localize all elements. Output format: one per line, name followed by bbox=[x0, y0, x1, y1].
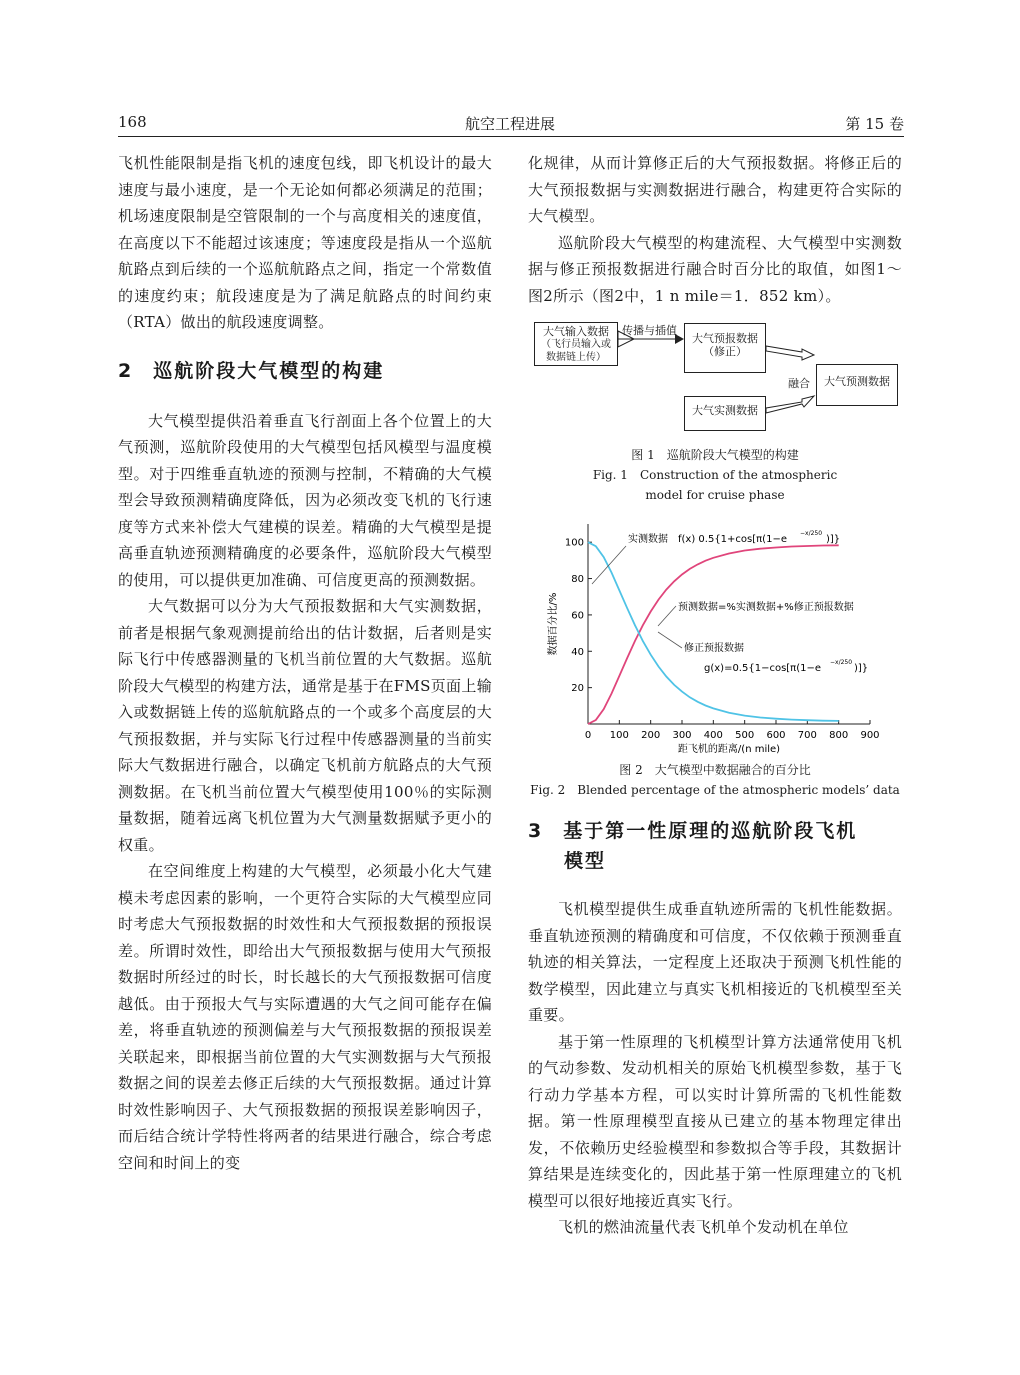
series-line-measured bbox=[588, 545, 839, 724]
annotation-measured-exponent: −x/250 bbox=[800, 530, 823, 537]
box-atmo-input-line1: 大气输入数据 bbox=[543, 325, 609, 338]
box-atmo-input-line3: 数据链上传） bbox=[546, 352, 606, 363]
section-2-title: 巡航阶段大气模型的构建 bbox=[153, 359, 385, 382]
arrow-label-propagation: 传播与插值 bbox=[622, 324, 677, 337]
box-prediction: 大气预测数据 bbox=[816, 364, 898, 406]
annotation-blend-label: 预测数据=%实测数据+%修正预报数据 bbox=[678, 602, 854, 613]
right-paragraph-5: 飞机的燃油流量代表飞机单个发动机在单位 bbox=[558, 1218, 849, 1236]
arrow-measured-to-pred bbox=[766, 396, 814, 413]
figure-1-caption-en-1: Fig. 1 Construction of the atmospheric bbox=[592, 468, 838, 482]
page-number: 168 bbox=[118, 113, 147, 131]
figure-2-caption bbox=[528, 760, 902, 800]
leader-blend bbox=[658, 606, 676, 626]
annotation-measured-formula: f(x) 0.5{1+cos[π(1−e bbox=[678, 534, 787, 545]
x-tick-label: 200 bbox=[641, 730, 661, 741]
section-2-heading bbox=[118, 356, 492, 386]
x-tick-label: 100 bbox=[609, 730, 629, 741]
right-column-bottom bbox=[528, 816, 902, 1241]
figure-1-caption-cn: 图 1 巡航阶段大气模型的构建 bbox=[631, 448, 799, 462]
left-column bbox=[118, 150, 492, 1176]
y-tick-label: 60 bbox=[571, 610, 584, 622]
x-tick-label: 500 bbox=[735, 730, 755, 741]
x-tick-label: 700 bbox=[797, 730, 817, 741]
annotation-forecast-formula-end: )]} bbox=[854, 663, 869, 674]
chart-series bbox=[588, 542, 839, 724]
figure-2-caption-cn: 图 2 大气模型中数据融合的百分比 bbox=[619, 763, 811, 777]
figure-1-diagram bbox=[532, 318, 902, 440]
leader-measured bbox=[592, 546, 626, 584]
section-3-number: 3 bbox=[528, 820, 544, 842]
x-tick-label: 400 bbox=[703, 730, 723, 741]
x-tick-label: 800 bbox=[829, 730, 849, 741]
right-paragraph-2: 巡航阶段大气模型的构建流程、大气模型中实测数据与修正预报数据进行融合时百分比的取值，如图1～图2所示（图2中，1 n mile＝1．852 km）。 bbox=[528, 233, 902, 305]
annotation-measured-label: 实测数据 bbox=[628, 534, 668, 545]
figure-1-caption-en-2: model for cruise phase bbox=[645, 488, 785, 502]
leader-forecast bbox=[658, 632, 682, 648]
x-tick-label: 600 bbox=[766, 730, 786, 741]
annotation-forecast-exponent: −x/250 bbox=[830, 659, 853, 666]
figure-2-chart bbox=[530, 516, 902, 762]
x-tick-label: 0 bbox=[584, 730, 592, 741]
box-forecast bbox=[684, 323, 766, 373]
figure-2-caption-en: Fig. 2 Blended percentage of the atmospheric models’ data bbox=[530, 783, 900, 797]
right-column-top bbox=[528, 150, 902, 309]
y-tick-label: 20 bbox=[571, 683, 584, 695]
x-tick-label: 300 bbox=[672, 730, 692, 741]
left-paragraph-4: 在空间维度上构建的大气模型，必须最小化大气建模未考虑因素的影响，一个更符合实际的大气模型应同时考虑大气预报数据的时效性和大气预报数据的预报误差。所谓时效性，即给出大气预报数据与使用大气预报数据时所经过的时长，时长越长的大气预报数据可信度越低。由于预报大气与实际遭遇的大气之间可能存在偏差，将垂直轨迹的预测偏差与大气预报数据的预报误差关联起来，即根据当前位置的大气实测数据与大气预报数据之间的误差去修正后续的大气预报数据。通过计算时效性影响因子、大气预报数据的预报误差影响因子，而后结合统计学特性将两者的结果进行融合，综合考虑空间和时间上的变 bbox=[118, 862, 492, 1172]
right-paragraph-3: 飞机模型提供生成垂直轨迹所需的飞机性能数据。垂直轨迹预测的精确度和可信度，不仅依赖于预测垂直轨迹的相关算法，一定程度上还取决于预测飞机性能的数学模型，因此建立与真实飞机相接近的飞机模型至关重要。 bbox=[528, 900, 902, 1024]
header-rule bbox=[118, 136, 904, 137]
box-forecast-line1: 大气预报数据 bbox=[692, 332, 758, 345]
fusion-label: 融合 bbox=[788, 377, 810, 390]
box-atmo-input-line2: （飞行员输入或 bbox=[541, 339, 611, 350]
box-atmo-input bbox=[534, 322, 618, 366]
right-paragraph-4: 基于第一性原理的飞机模型计算方法通常使用飞机的气动参数、发动机相关的原始飞机模型参数，基于飞行动力学基本方程，可以实时计算所需的飞机性能数据。第一性原理模型直接从已建立的基本物理定律出发，不依赖历史经验模型和参数拟合等手段，其数据计算结果是连续变化的，因此基于第一性原理建立的飞机模型可以很好地接近真实飞行。 bbox=[528, 1032, 902, 1210]
arrow-forecast-to-pred bbox=[766, 346, 814, 360]
y-axis-label: 数据百分比/% bbox=[548, 592, 559, 656]
figure-1-caption bbox=[528, 445, 902, 505]
y-tick-label: 80 bbox=[571, 574, 584, 586]
annotation-measured-formula-end: )]} bbox=[826, 534, 841, 545]
series-line-forecast bbox=[588, 542, 839, 721]
chart-annotations bbox=[592, 530, 868, 674]
volume-label: 第 15 卷 bbox=[845, 115, 904, 133]
box-measured: 大气实测数据 bbox=[684, 396, 766, 431]
left-paragraph-1: 飞机性能限制是指飞机的速度包线，即飞机设计的最大速度与最小速度，是一个无论如何都必须满足的范围；机场速度限制是空管限制的一个与高度相关的速度值，在高度以下不能超过该速度；等速度段是指从一个巡航航路点到后续的一个巡航航路点之间，指定一个常数值的速度约束；航段速度是为了满足航路点的时间约束（RTA）做出的航段速度调整。 bbox=[118, 154, 492, 331]
y-tick-label: 40 bbox=[571, 646, 584, 658]
left-paragraph-3: 大气数据可以分为大气预报数据和大气实测数据，前者是根据气象观测提前给出的估计数据，后者则是实际飞行中传感器测量的飞机当前位置的大气数据。巡航阶段大气模型的构建方法，通常是基于在FMS页面上输入或数据链上传的巡航航路点的一个或多个高度层的大气预报数据，并与实际飞行过程中传感器测量的当前实际大气数据进行融合，以确定飞机前方航路点的大气预测数据。在飞机当前位置大气模型使用100％的实际测量数据，随着远离飞机位置为大气测量数据赋予更小的权重。 bbox=[118, 597, 492, 854]
y-tick-label: 100 bbox=[564, 537, 584, 549]
section-3-heading bbox=[528, 816, 902, 876]
annotation-forecast-label: 修正预报数据 bbox=[684, 643, 744, 654]
section-3-title-2: 模型 bbox=[564, 850, 607, 872]
x-tick-label: 900 bbox=[860, 730, 880, 741]
section-2-number: 2 bbox=[118, 359, 134, 382]
x-axis-label: 距飞机的距离/(n mile) bbox=[677, 744, 781, 755]
left-paragraph-2: 大气模型提供沿着垂直飞行剖面上各个位置上的大气预测，巡航阶段使用的大气模型包括风模型与温度模型。对于四维垂直轨迹的预测与控制，不精确的大气模型会导致预测精确度降低，因为必须改变飞机的飞行速度等方式来补偿大气建模的误差。精确的大气模型是提高垂直轨迹预测精确度的必要条件，巡航阶段大气模型的使用，可以提供更加准确、可信度更高的预测数据。 bbox=[118, 411, 492, 589]
right-paragraph-1: 化规律，从而计算修正后的大气预报数据。将修正后的大气预报数据与实测数据进行融合，构建更符合实际的大气模型。 bbox=[528, 154, 902, 225]
section-3-title-1: 基于第一性原理的巡航阶段飞机 bbox=[563, 820, 858, 842]
box-forecast-line2: （修正） bbox=[703, 345, 747, 358]
annotation-forecast-formula: g(x)=0.5{1−cos[π(1−e bbox=[704, 663, 821, 674]
journal-title: 航空工程进展 bbox=[464, 115, 555, 133]
